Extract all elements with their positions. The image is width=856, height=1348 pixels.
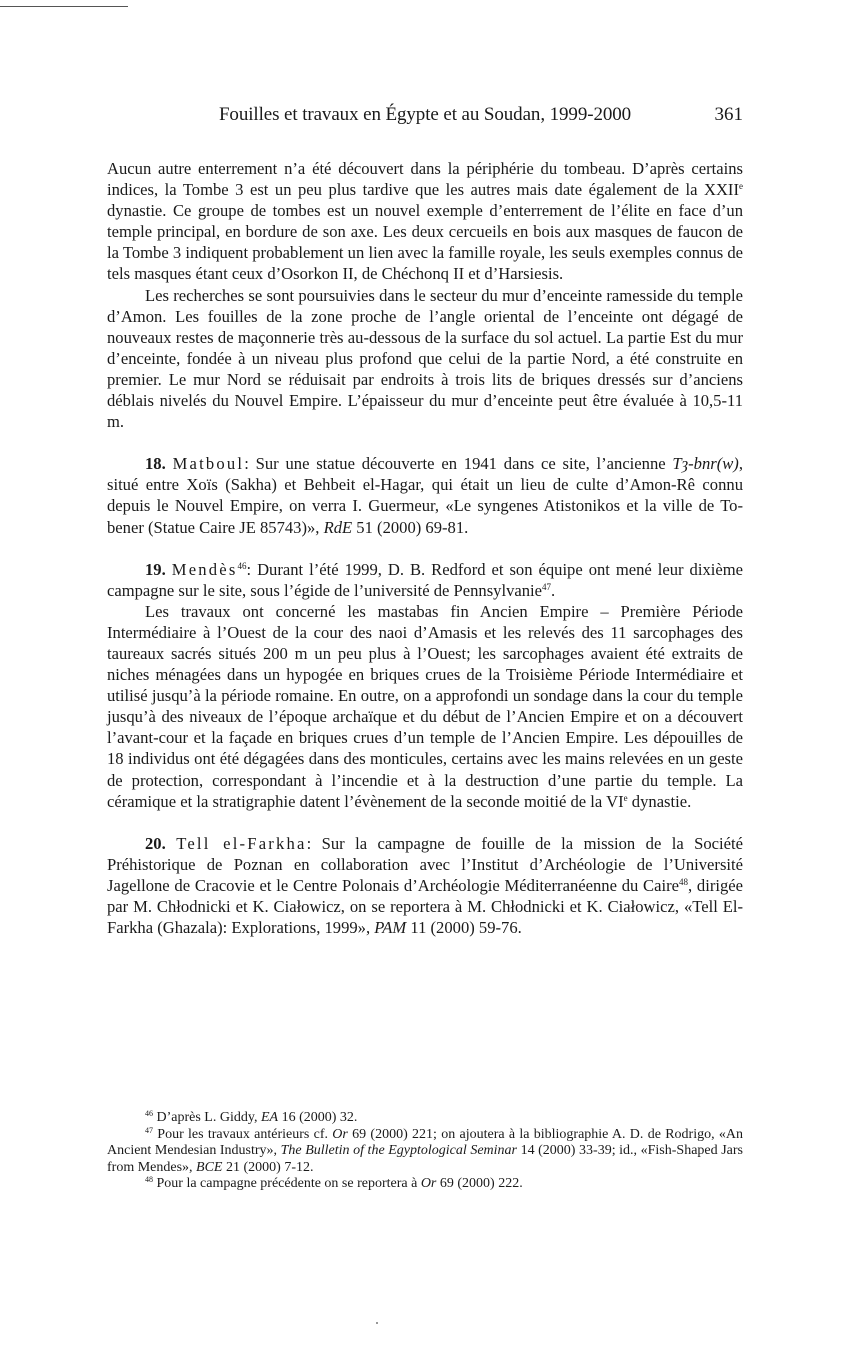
site-name: Mendès [171,559,238,579]
main-text [107,158,743,938]
top-rule [0,6,128,7]
ancient-name: Tȝ-bnr(w) [672,454,739,474]
page-header [107,100,743,130]
entry-18: 18. Matboul: Sur une statue découverte en 1941 dans ce site, l’ancienne Tȝ-bnr(w), situé entre Xoïs (Sakha) et Behbeit el-Hagar, qui était un lieu de culte d’Amon-Rê connu depuis le Nouvel Empire, on verra I. Guermeur, «Le syngenes Atistonikos et la ville de To-bener (Statue Caire JE 85743)», RdE 51 (2000) 69-81. [107,454,743,537]
entry-19-paragraph-2: Les travaux ont concerné les mastabas fin Ancien Empire – Première Période Intermédiaire à l’Ouest de la cour des naoi d’Amasis et les relevés des 11 sarcophages des taureaux sacrés situés 200 m un peu plus à l’Ouest; les sarcophages avaient été extraits de niches ménagées dans un hypogée en briques crues de la Troisième Période Intermédiaire et utilisé jusqu’à la période romaine. En outre, on a approfondi un sondage dans la cour du temple jusqu’à des niveaux de l’époque archaïque et du début de l’Ancien Empire et on a découvert l’avant-cour et la façade en briques crues d’un temple de l’Ancien Empire. Les dépouilles de 18 individus ont été dégagées dans des monticules, certains avec les mains relevées en un geste de protection, correspondant à l’incendie et à la destruction d’une partie du temple. La céramique et la stratigraphie datent l’évènement de la seconde moitié de la VIe dynastie. [107,601,743,811]
site-name: Matboul [172,454,245,474]
journal-abbrev: PAM [374,918,407,938]
paragraph-2: Les recherches se sont poursuivies dans le secteur du mur d’enceinte ramesside du temple d’Amon. Les fouilles de la zone proche de l’angle oriental de l’enceinte ont dégagé de nouveaux restes de maçonnerie très au-dessous de la surface du sol actuel. La partie Est du mur d’enceinte, fondée à un niveau plus profond que celui de la partie Nord, a été construite en premier. Le mur Nord se réduisait par endroits à trois lits de briques dressés sur d’anciens déblais nivelés du Nouvel Empire. L’épaisseur du mur d’enceinte peut être évaluée à 10,5-11 m. [107,285,743,432]
paragraph-1: Aucun autre enterrement n’a été découvert dans la périphérie du tombeau. D’après certains indices, la Tombe 3 est un peu plus tardive que les autres mais date également de la XXIIe dynastie. Ce groupe de tombes est un nouvel exemple d’enterrement de l’élite en face d’un temple principal, en bordure de son axe. Les deux cercueils en bois aux masques de faucon de la Tombe 3 indiquent probablement un lien avec la famille royale, les seuls exemples connus de tels masques étant ceux d’Osorkon II, de Chéchonq II et d’Harsiesis. [107,159,743,284]
entry-19: 19. Mendès$^{46}$: Durant l’été 1999, D. B. Redford et son équipe ont mené leur dixième campagne sur le site, sous l’égide de l’université de Pennsylvanie$^{47}$. [107,559,743,600]
running-title: Fouilles et travaux en Égypte et au Soudan, 1999-2000 [218,104,632,125]
page-number: 361 [714,104,743,125]
footnotes [107,1110,743,1193]
speck [376,1322,378,1324]
footnote-47: $^{47}$ Pour les travaux antérieurs cf. Or 69 (2000) 221; on ajoutera à la bibliographie A. D. de Rodrigo, «An Ancient Mendesian Industry», The Bulletin of the Egyptological Seminar 14 (2000) 33-39; id., «Fish-Shaped Jars from Mendes», BCE 21 (2000) 7-12. [107,1125,743,1175]
footnote-48: $^{48}$ Pour la campagne précédente on se reportera à Or 69 (2000) 222. [145,1175,523,1191]
footnote-ref: 48 [679,876,688,887]
entry-number: 20. [145,833,166,853]
journal-abbrev: RdE [323,517,353,537]
entry-20: 20. Tell el-Farkha: Sur la campagne de fouille de la mission de la Société Préhistorique de Poznan en collaboration avec l’Institut d’Archéologie de l’Université Jagellone de Cracovie et le Centre Polonais d’Archéologie Méditerranéenne du Caire$^{48}$, dirigée par M. Chłodnicki et K. Ciałowicz, on se reportera à M. Chłodnicki et K. Ciałowicz, «Tell El-Farkha (Ghazala): Explorations, 1999», PAM 11 (2000) 59-76. [107,833,743,938]
site-name: Tell el-Farkha [176,833,307,853]
footnote-46: $^{46}$ D’après L. Giddy, EA 16 (2000) 32. [145,1109,358,1125]
footnote-ref: 46 [237,560,247,571]
footnote-ref: 47 [542,581,552,592]
entry-number: 18. [145,454,166,474]
entry-number: 19. [145,559,166,579]
